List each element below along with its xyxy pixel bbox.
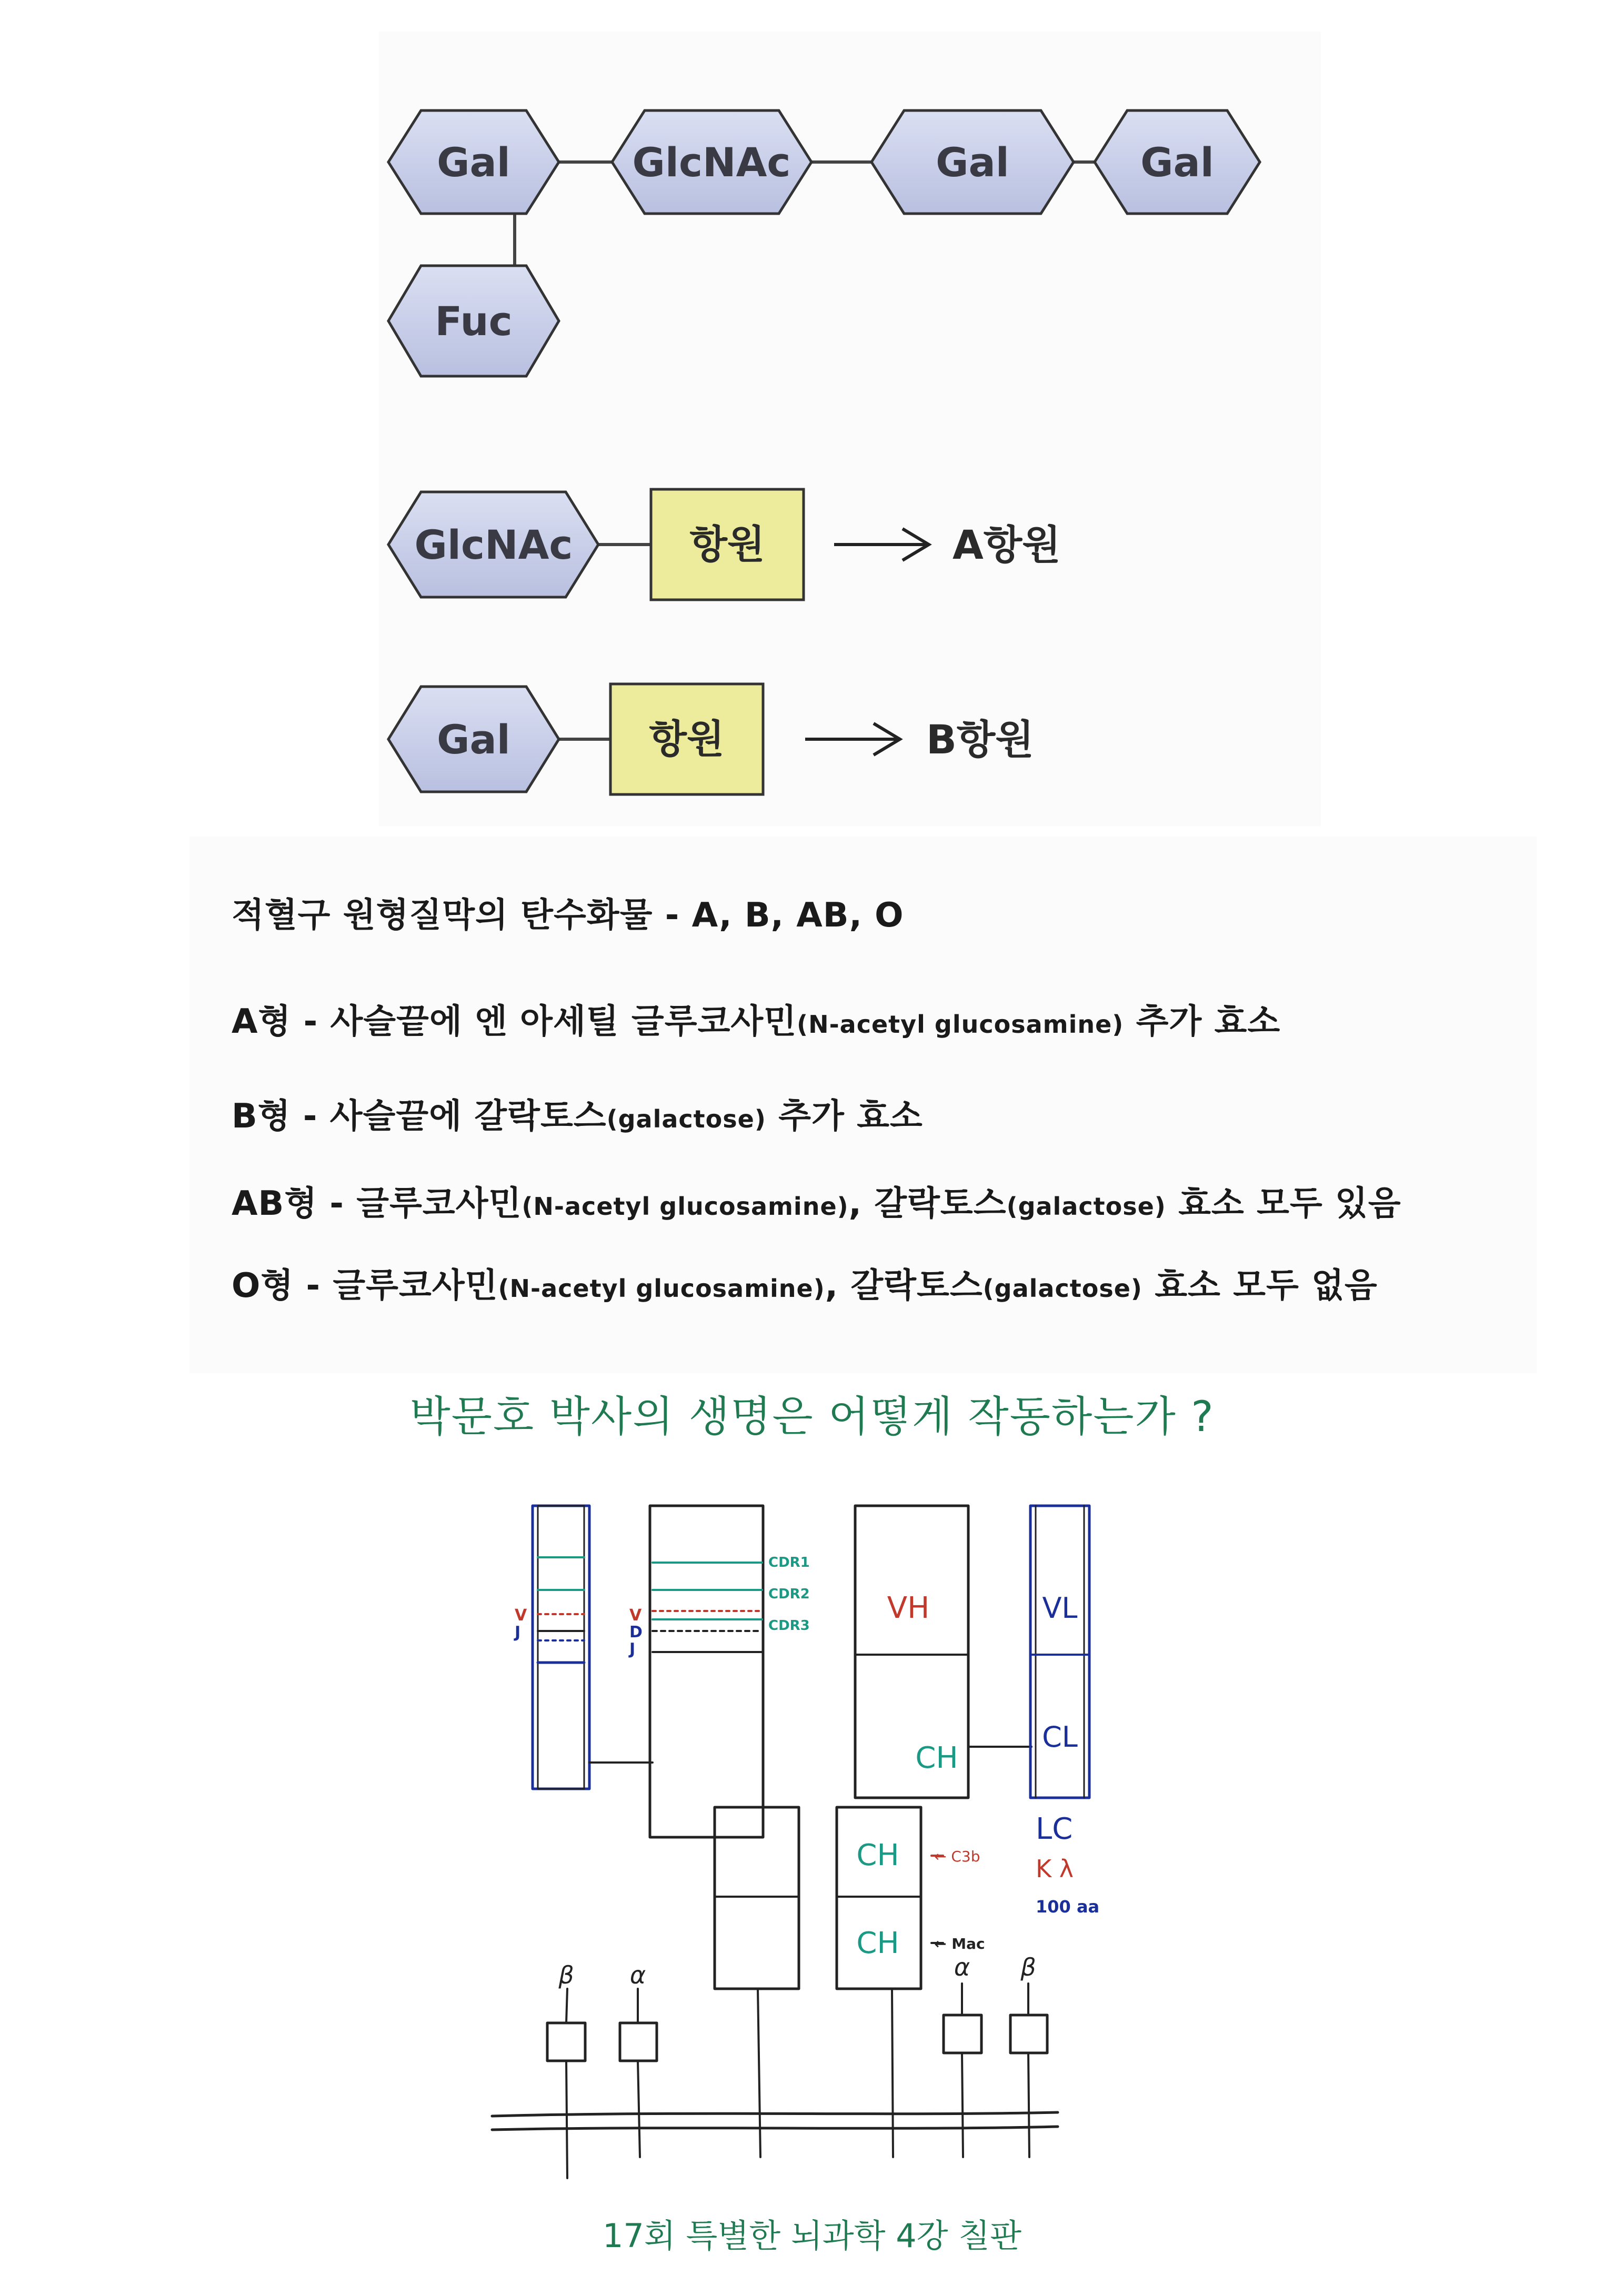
antigen-result-a: A항원 <box>953 521 1061 568</box>
vh-label: VH <box>887 1591 930 1625</box>
line-text: , 갈락토스 <box>848 1184 1007 1223</box>
line-text: 추가 효소 <box>1124 1002 1281 1041</box>
line-text: 효소 모두 없음 <box>1142 1266 1378 1305</box>
line-text: 추가 효소 <box>766 1097 923 1136</box>
gal-label: Gal <box>936 139 1009 186</box>
antigen-box-label: 항원 <box>689 522 765 567</box>
d-mark: D <box>629 1623 643 1642</box>
gal-label: Gal <box>1140 139 1214 186</box>
line-note: (N-acetyl glucosamine) <box>522 1192 849 1221</box>
o-type-line <box>232 1258 1378 1307</box>
kappa-lambda-label: K λ <box>1036 1855 1074 1883</box>
line-note: (galactose) <box>606 1105 766 1133</box>
line-text: 효소 모두 있음 <box>1166 1184 1401 1223</box>
line-text: A형 - 사슬끝에 엔 아세틸 글루코사민 <box>232 1002 797 1041</box>
cell-membrane <box>492 2112 1058 2116</box>
antibody-sketch <box>0 1473 1624 2220</box>
line-text: O형 - 글루코사민 <box>232 1266 498 1305</box>
alpha-label: α <box>954 1953 970 1981</box>
page-heading: 박문호 박사의 생명은 어떻게 작동하는가 ? <box>409 1392 1215 1441</box>
line-note: (N-acetyl glucosamine) <box>797 1010 1124 1039</box>
left-heavy-chain-lower <box>715 1807 799 1989</box>
j-mark: J <box>629 1640 636 1658</box>
alpha-label: α <box>629 1961 646 1989</box>
glcnac-label: GlcNAc <box>414 521 573 568</box>
b-type-line <box>232 1089 923 1137</box>
antigen-result-b: B항원 <box>926 716 1034 763</box>
beta-protein-left <box>547 2023 585 2061</box>
beta-label: β <box>558 1961 574 1989</box>
ab-type-line <box>232 1176 1401 1225</box>
mac-label: ← Mac <box>934 1935 985 1952</box>
beta-label: β <box>1020 1953 1036 1981</box>
right-heavy-chain-lower <box>837 1807 921 1989</box>
ch-label: CH <box>915 1741 958 1775</box>
vl-label: VL <box>1042 1592 1078 1625</box>
gal-label: Gal <box>437 716 510 763</box>
alpha-protein-left <box>620 2023 657 2061</box>
glcnac-label: GlcNAc <box>632 139 791 186</box>
line-text: B형 - 사슬끝에 갈락토스 <box>232 1097 607 1136</box>
lc-label: LC <box>1036 1812 1073 1846</box>
cdr-label: CDR3 <box>768 1618 810 1634</box>
antigen-box-label: 항원 <box>649 717 725 762</box>
cdr-label: CDR1 <box>768 1555 810 1570</box>
a-type-line <box>232 994 1280 1043</box>
cdr-label: CDR2 <box>768 1586 810 1602</box>
cl-label: CL <box>1042 1720 1078 1754</box>
glycan-diagram <box>0 0 1624 842</box>
beta-protein-right <box>1010 2015 1047 2053</box>
right-light-chain <box>1030 1506 1089 1798</box>
line-note: (galactose) <box>1006 1192 1166 1221</box>
j-mark: J <box>515 1623 521 1642</box>
line-text: AB형 - 글루코사민 <box>232 1184 522 1223</box>
title-text: 적혈구 원형질막의 탄수화물 - A, B, AB, O <box>232 896 904 935</box>
left-light-chain <box>533 1506 589 1789</box>
v-mark: V <box>515 1606 527 1625</box>
blood-type-title <box>232 888 904 936</box>
line-text: , 갈락토스 <box>825 1266 983 1305</box>
ch-label: CH <box>856 1838 899 1872</box>
line-note: (N-acetyl glucosamine) <box>498 1274 825 1303</box>
left-heavy-chain-upper <box>650 1506 763 1837</box>
c3b-label: ← C3b <box>934 1848 980 1865</box>
caption: 17회 특별한 뇌과학 4강 칠판 <box>602 2217 1022 2255</box>
v-mark: V <box>629 1606 642 1625</box>
fuc-label: Fuc <box>435 298 513 345</box>
ch-label: CH <box>856 1926 899 1960</box>
line-note: (galactose) <box>983 1274 1142 1303</box>
aa-label: 100 aa <box>1036 1897 1100 1917</box>
alpha-protein-right <box>944 2015 981 2053</box>
gal-label: Gal <box>437 139 510 186</box>
